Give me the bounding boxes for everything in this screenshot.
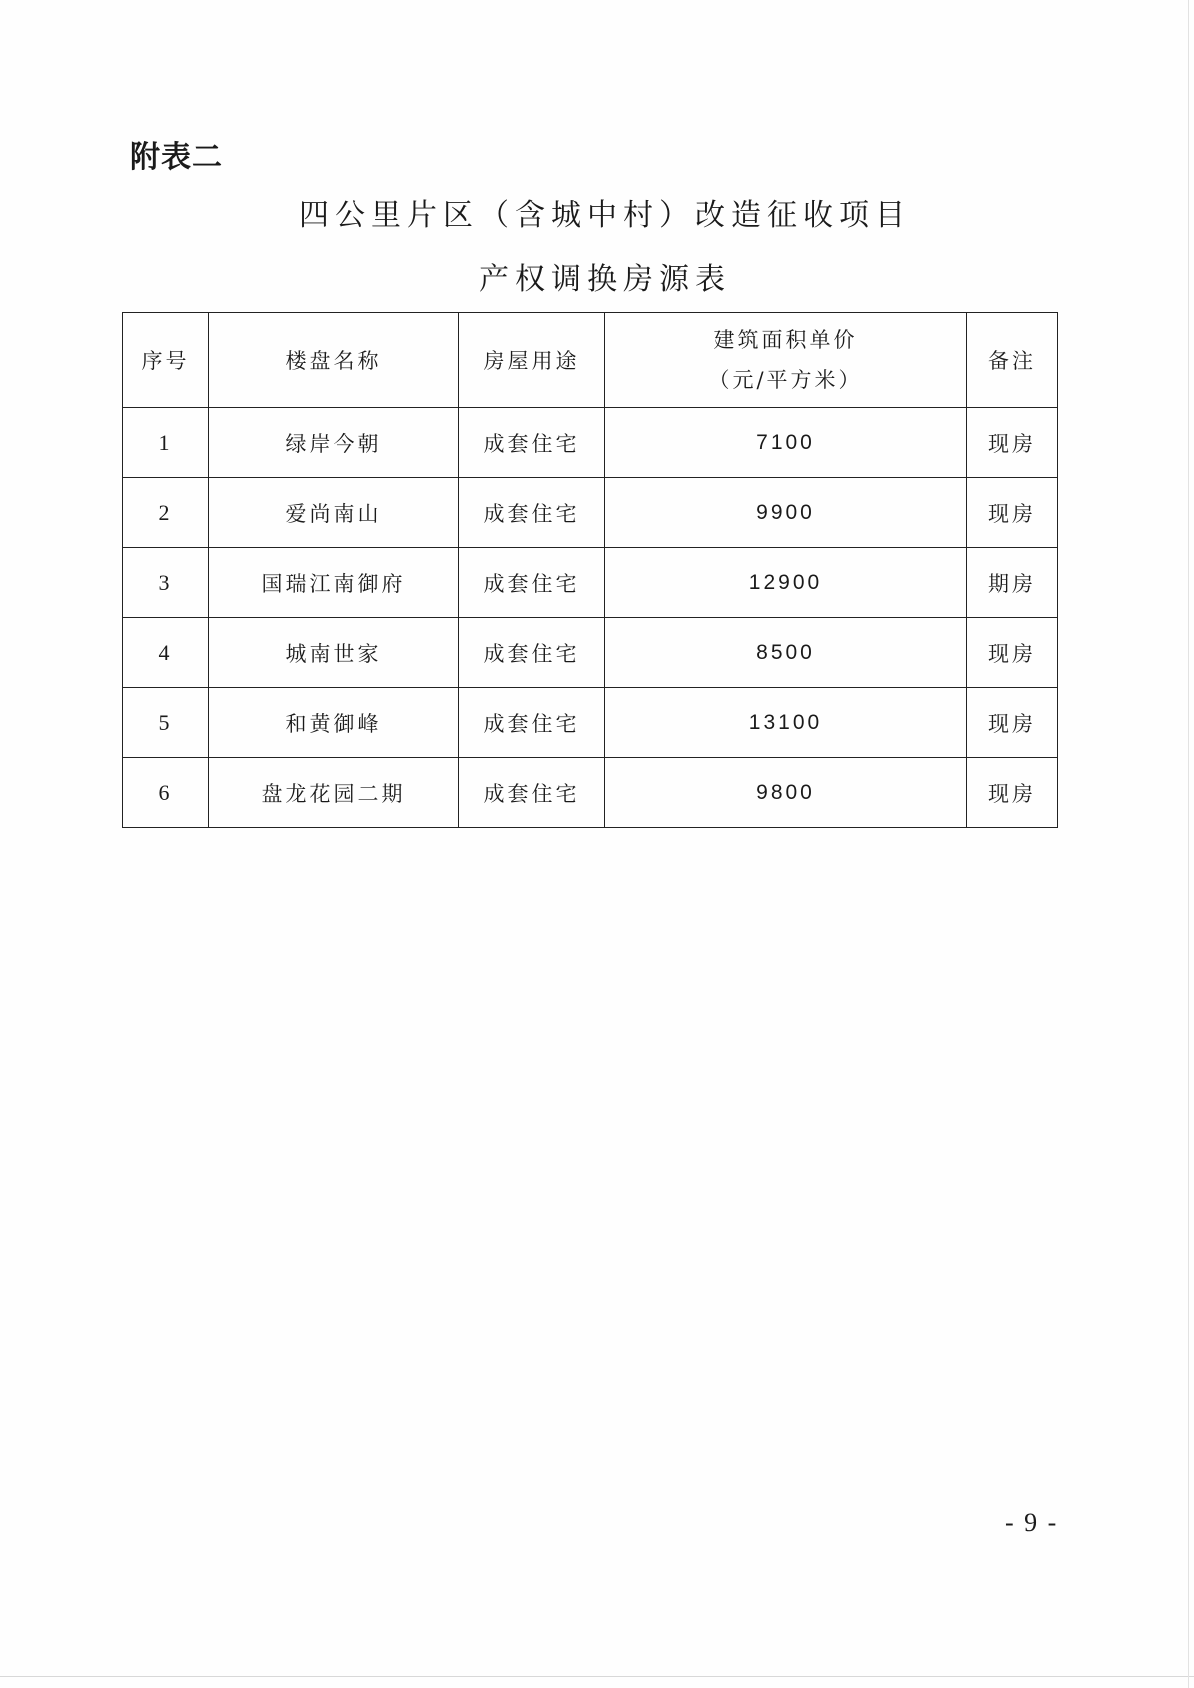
row-use: 成套住宅 xyxy=(459,618,605,688)
row-name: 城南世家 xyxy=(209,618,459,688)
row-price: 13100 xyxy=(605,688,967,758)
row-name: 国瑞江南御府 xyxy=(209,548,459,618)
row-use: 成套住宅 xyxy=(459,548,605,618)
row-use: 成套住宅 xyxy=(459,688,605,758)
scan-edge-bottom xyxy=(0,1676,1194,1677)
table-row xyxy=(123,688,1058,758)
row-index: 5 xyxy=(123,688,209,758)
table-row xyxy=(123,478,1058,548)
row-price: 7100 xyxy=(605,408,967,478)
row-index: 1 xyxy=(123,408,209,478)
row-price: 12900 xyxy=(605,548,967,618)
row-name: 盘龙花园二期 xyxy=(209,758,459,828)
row-name: 绿岸今朝 xyxy=(209,408,459,478)
row-price: 9900 xyxy=(605,478,967,548)
row-note: 现房 xyxy=(967,688,1058,758)
table-row xyxy=(123,548,1058,618)
header-index: 序号 xyxy=(123,313,209,408)
row-price: 8500 xyxy=(605,618,967,688)
row-note: 期房 xyxy=(967,548,1058,618)
header-note: 备注 xyxy=(967,313,1058,408)
housing-source-table xyxy=(122,312,1058,828)
row-name: 和黄御峰 xyxy=(209,688,459,758)
row-use: 成套住宅 xyxy=(459,758,605,828)
scan-edge-right xyxy=(1188,0,1189,1688)
document-title: 四公里片区（含城中村）改造征收项目 xyxy=(299,198,911,233)
row-name: 爱尚南山 xyxy=(209,478,459,548)
row-note: 现房 xyxy=(967,408,1058,478)
row-note: 现房 xyxy=(967,478,1058,548)
row-use: 成套住宅 xyxy=(459,408,605,478)
row-note: 现房 xyxy=(967,618,1058,688)
table-row xyxy=(123,758,1058,828)
row-index: 2 xyxy=(123,478,209,548)
row-index: 4 xyxy=(123,618,209,688)
table-header-row xyxy=(123,313,1058,408)
row-index: 3 xyxy=(123,548,209,618)
header-name: 楼盘名称 xyxy=(209,313,459,408)
row-note: 现房 xyxy=(967,758,1058,828)
header-price-unit: （元/平方米） xyxy=(708,368,863,392)
document-subtitle: 产权调换房源表 xyxy=(479,262,731,297)
header-price-title: 建筑面积单价 xyxy=(713,328,858,352)
row-price: 9800 xyxy=(605,758,967,828)
table-row xyxy=(123,618,1058,688)
table-row xyxy=(123,408,1058,478)
page-number: - 9 - xyxy=(1005,1508,1059,1537)
attachment-label: 附表二 xyxy=(130,140,223,175)
header-price xyxy=(605,313,967,408)
header-use: 房屋用途 xyxy=(459,313,605,408)
row-index: 6 xyxy=(123,758,209,828)
row-use: 成套住宅 xyxy=(459,478,605,548)
